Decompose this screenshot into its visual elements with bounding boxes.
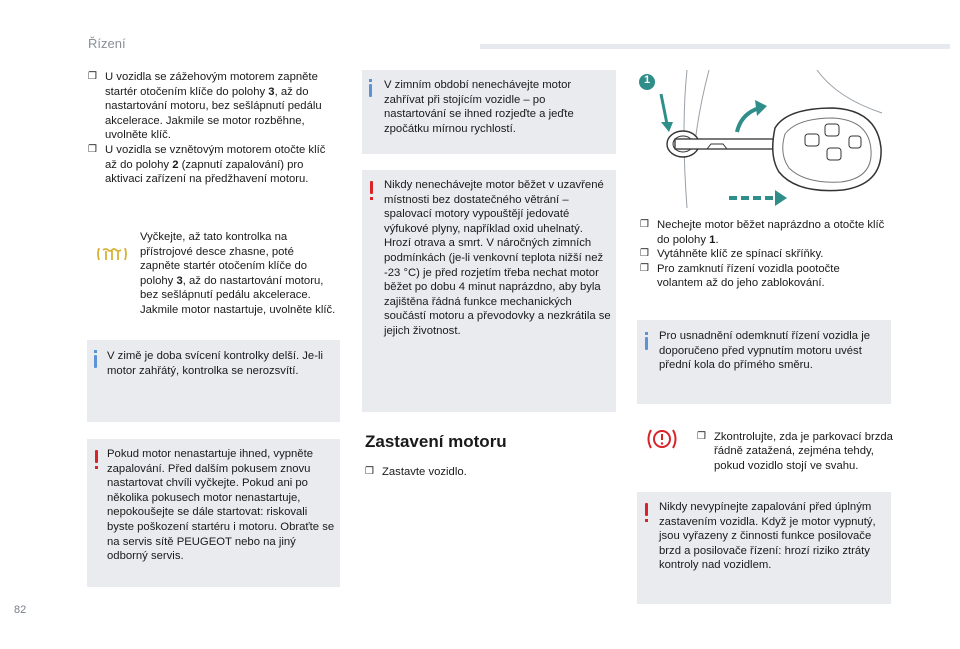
page-header-title: Řízení xyxy=(88,36,126,51)
list-item: ❒ Pro zamknutí řízení vozidla pootočte volantem až do jeho zablokování. xyxy=(640,262,840,290)
stop-instructions xyxy=(640,218,885,291)
square-bullet-icon: ❒ xyxy=(365,466,374,477)
info-text: V zimě je doba svícení kontrolky delší. Je-li motor zahřátý, kontrolka se nerozsvítí. xyxy=(107,350,323,377)
header-bar xyxy=(480,44,950,49)
list-item: ❒ Nechejte motor běžet naprázdno a otočte klíč do polohy 1. xyxy=(640,219,885,246)
info-box-idle xyxy=(362,70,616,154)
info-icon xyxy=(94,355,97,368)
square-bullet-icon: ❒ xyxy=(640,248,649,260)
list-item: ❒ Zastavte vozidlo. xyxy=(365,466,467,478)
warning-icon xyxy=(645,503,648,516)
warning-box-ignition xyxy=(637,492,891,604)
square-bullet-icon: ❒ xyxy=(640,219,649,230)
warning-icon xyxy=(370,181,373,194)
list-item: ❒ Vytáhněte klíč ze spínací skříňky. xyxy=(640,248,824,261)
square-bullet-icon: ❒ xyxy=(640,262,649,274)
key-ignition-figure xyxy=(637,68,891,216)
square-bullet-icon: ❒ xyxy=(697,430,706,442)
square-bullet-icon: ❒ xyxy=(88,71,97,82)
section-title: Zastavení motoru xyxy=(365,432,507,451)
list-item: ❒ Zkontrolujte, zda je parkovací brzda řádně zatažená, zejména tehdy, pokud vozidlo stojí ve svahu. xyxy=(697,430,893,472)
warning-icon xyxy=(95,450,98,463)
square-bullet-icon: ❒ xyxy=(88,143,97,155)
figure-label: 1 xyxy=(643,74,651,86)
parking-brake-icon xyxy=(645,426,679,452)
info-icon xyxy=(645,337,648,350)
glow-plug-icon xyxy=(96,244,128,264)
start-instructions xyxy=(88,70,340,187)
warning-text: Pokud motor nenastartuje ihned, vypněte zapalování. Před dalším pokusem znovu nastartovat chvíli vyčkejte. Pokud ani po několika pokusech motor nenastartuje, nepokoušejte se dále startovat: riskovali byste poškození startéru i motoru. Obraťte se na servis sítě PEUGEOT nebo na jiný odborný servis. xyxy=(107,448,335,563)
info-box-steering xyxy=(637,320,891,404)
info-box-winter xyxy=(87,340,340,422)
info-text: V zimním období nenechávejte motor zahřívat při stojícím vozidle – po nastartování se ihned rozjeďte a jeďte zpočátku mírnou rychlostí. xyxy=(384,79,574,135)
warning-box-room xyxy=(362,170,616,412)
list-item: ❒ U vozidla se vznětovým motorem otočte klíč až do polohy 2 (zapnutí zapalování) pro aktivaci zařízení na předžhavení motoru. xyxy=(88,143,326,186)
info-icon xyxy=(369,84,372,97)
info-text: Pro usnadnění odemknutí řízení vozidla je doporučeno před vypnutím motoru uvést přední kola do přímého směru. xyxy=(659,330,871,372)
warning-box-start xyxy=(87,439,340,587)
glow-plug-text: Vyčkejte, až tato kontrolka na přístrojové desce zhasne, poté zapněte startér otočením klíče do polohy 3, až do nastartování motoru, bez sešlápnutí pedálu akcelerace. Jakmile motor nastartuje, uvolněte klíč. xyxy=(140,231,336,316)
page-number: 82 xyxy=(14,604,27,616)
warning-text: Nikdy nenechávejte motor běžet v uzavřené místnosti bez dostatečného větrání – spalovací motory vypouštějí jedovaté výfukové plyny, například oxid uhelnatý. Hrozí otrava a smrt. V náročných zimních podmínkách (je-li venkovní teplota nižší než -23 °C) je před rozjetím třeba nechat motor běžet po dobu 4 minut naprázdno, aby byla zajištěna řádná funkce mechanických součástí motoru a převodovky a nezkrátila se jejich životnost. xyxy=(384,179,611,337)
warning-text: Nikdy nevypínejte zapalování před úplným zastavením vozidla. Když je motor vypnutý, jsou vyřazeny z činnosti funkce posilovače brzd a posilovače řízení: hrozí riziko ztráty kontroly nad vozidlem. xyxy=(659,501,876,572)
list-item: ❒ U vozidla se zážehovým motorem zapněte startér otočením klíče do polohy 3, až do nastartování motoru, bez sešlápnutí pedálu akcelerace. Jakmile se motor rozběhne, uvolněte klíč. xyxy=(88,71,322,142)
